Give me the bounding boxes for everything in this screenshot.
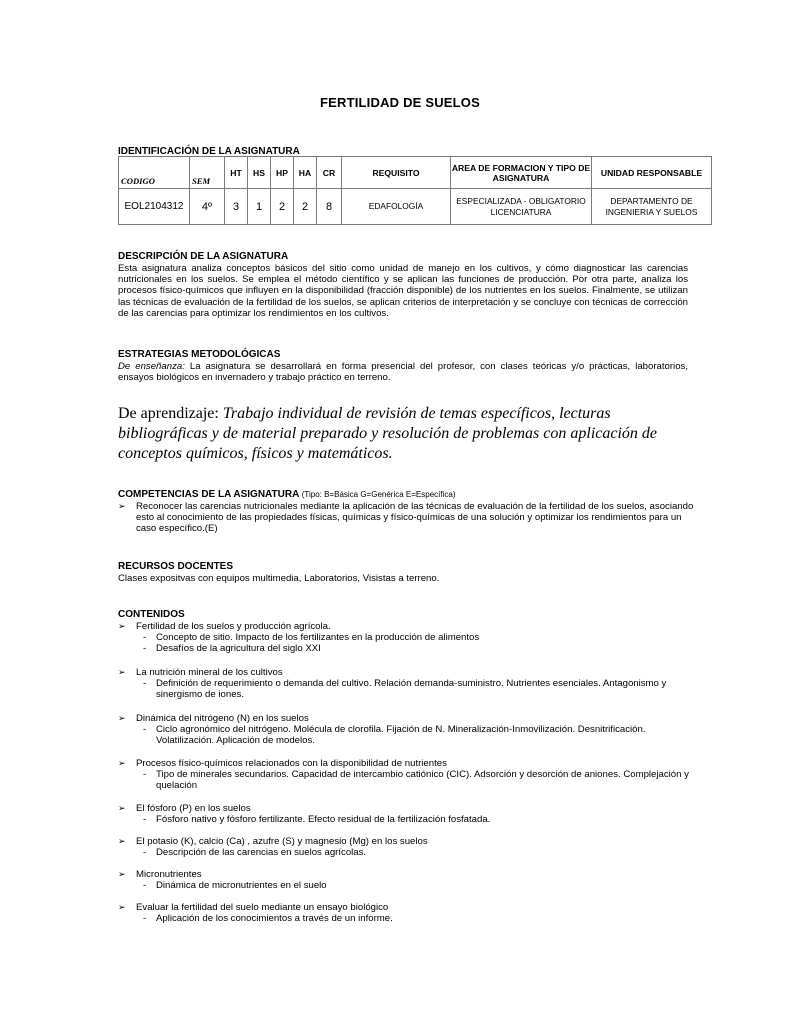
cell-cr: 8 (317, 189, 342, 225)
cell-hs: 1 (248, 189, 271, 225)
header-cr: CR (317, 157, 342, 189)
sub-item (118, 880, 698, 891)
dash-bullet-icon: - (143, 880, 147, 892)
sub-item (118, 814, 698, 825)
list-item (118, 803, 698, 814)
list-item (118, 902, 698, 913)
arrow-bullet-icon: ➢ (118, 621, 126, 631)
header-codigo: CODIGO (119, 157, 190, 189)
cell-sem: 4º (190, 189, 225, 225)
competencias-note: (Tipo: B=Básica G=Genérica E=Específica) (301, 490, 456, 499)
contenidos-item-5 (118, 803, 698, 825)
list-item (118, 713, 698, 724)
list-item (118, 501, 698, 535)
list-item (118, 758, 698, 769)
sub-item-text: Descripción de las carencias en suelos agrícolas. (156, 847, 367, 859)
cell-ha: 2 (294, 189, 317, 225)
aprendizaje-text: Trabajo individual de revisión de temas específicos, lecturas bibliográficas y de material preparado y resolución de problemas con aplicación de conceptos químicos, físicos y matemáticos. (118, 405, 658, 462)
identification-table (118, 156, 712, 225)
arrow-bullet-icon: ➢ (118, 667, 126, 677)
competencia-text: Reconocer las carencias nutricionales mediante la aplicación de las técnicas de evaluación de la fertilidad de los suelos, asociando esto al conocimiento de las propiedades físicas, químicas y físico-químicas de una solución y optimizar los rendimientos para un caso específico.(E) (136, 501, 694, 535)
item-title: Procesos físico-químicos relacionados con la disponibilidad de nutrientes (136, 758, 447, 769)
item-title: Dinámica del nitrógeno (N) en los suelos (136, 713, 309, 724)
header-ht: HT (225, 157, 248, 189)
arrow-bullet-icon: ➢ (118, 758, 126, 768)
dash-bullet-icon: - (143, 678, 147, 690)
table-header-row (119, 157, 712, 189)
list-item (118, 667, 698, 678)
contenidos-item-6 (118, 836, 698, 858)
contenidos-item-3 (118, 713, 698, 747)
header-ha: HA (294, 157, 317, 189)
sub-item-text: Fósforo nativo y fósforo fertilizante. Efecto residual de la fertilización fosfatada. (156, 814, 491, 826)
recursos-heading: RECURSOS DOCENTES (118, 561, 234, 572)
sub-item-text: Desafíos de la agricultura del siglo XXI (156, 643, 321, 655)
dash-bullet-icon: - (143, 769, 147, 781)
header-hp: HP (271, 157, 294, 189)
header-sem: SEM (190, 157, 225, 189)
ensenanza-text: La asignatura se desarrollará en forma presencial del profesor, con clases teóricas y/o prácticas, laboratorios, ensayos biológicos en invernadero y trabajo práctico en terreno. (118, 361, 688, 384)
dash-bullet-icon: - (143, 913, 147, 925)
competencias-list (118, 501, 698, 535)
sub-item-text: Dinámica de micronutrientes en el suelo (156, 880, 327, 892)
header-requisito: REQUISITO (342, 157, 451, 189)
table-row (119, 189, 712, 225)
item-title: El potasio (K), calcio (Ca) , azufre (S) y magnesio (Mg) en los suelos (136, 836, 428, 847)
descripcion-heading: DESCRIPCIÓN DE LA ASIGNATURA (118, 251, 289, 262)
contenidos-item-7 (118, 869, 698, 891)
cell-requisito: EDAFOLOGÍA (342, 189, 451, 225)
dash-bullet-icon: - (143, 724, 147, 736)
sub-item-text: Definición de requerimiento o demanda del cultivo. Relación demanda-suministro. Nutrientes esenciales. Antagonismo y sinergismo de iones. (156, 678, 667, 701)
arrow-bullet-icon: ➢ (118, 501, 126, 511)
item-title: Micronutrientes (136, 869, 202, 880)
dash-bullet-icon: - (143, 643, 147, 655)
sub-item-text: Concepto de sitio. Impacto de los fertilizantes en la producción de alimentos (156, 632, 480, 644)
item-title: La nutrición mineral de los cultivos (136, 667, 283, 678)
sub-item (118, 847, 698, 858)
sub-item (118, 643, 698, 654)
contenidos-heading: CONTENIDOS (118, 609, 185, 620)
header-area: AREA DE FORMACION Y TIPO DE ASIGNATURA (451, 157, 592, 189)
estrategias-heading: ESTRATEGIAS METODOLÓGICAS (118, 349, 281, 360)
list-item (118, 621, 698, 632)
dash-bullet-icon: - (143, 814, 147, 826)
recursos-text: Clases expositvas con equipos multimedia, Laboratorios, Visistas a terreno. (118, 573, 440, 584)
sub-item (118, 724, 698, 746)
descripcion-text: Esta asignatura analiza conceptos básicos del sitio como unidad de manejo en los cultivos, y cómo diagnosticar las carencias nutricionales en los suelos. Se emplea el método científico y se aplican las funciones de producción. Por otra parte, analiza los procesos físico-químicos que influyen en la disponibilidad (fracción disponible) de los nutrientes en los suelos. Finalmente, se utilizan las técnicas de evaluación de la fertilidad de los suelos, se aplican criterios de interpretación y se concluye con técnicas de corrección de las carencias para optimizar los rendimientos en los cultivos. (118, 263, 688, 319)
aprendizaje-paragraph (118, 404, 698, 464)
sub-item-text: Ciclo agronómico del nitrógeno. Molécula de clorofila. Fijación de N. Mineralización-Inmovilización. Desnitrificación. Volatilización. Aplicación de modelos. (156, 724, 646, 747)
sub-item-text: Tipo de minerales secundarios. Capacidad de intercambio catiónico (CIC). Adsorción y desorción de aniones. Complejación y quelación (156, 769, 689, 792)
sub-item-text: Aplicación de los conocimientos a través de un informe. (156, 913, 393, 925)
page-title: FERTILIDAD DE SUELOS (319, 95, 480, 110)
list-item (118, 869, 698, 880)
ensenanza-paragraph (118, 361, 688, 383)
cell-area: ESPECIALIZADA - OBLIGATORIO LICENCIATURA (451, 189, 592, 225)
cell-ht: 3 (225, 189, 248, 225)
item-title: Fertilidad de los suelos y producción agrícola. (136, 621, 331, 632)
arrow-bullet-icon: ➢ (118, 836, 126, 846)
identificacion-heading: IDENTIFICACIÓN DE LA ASIGNATURA (118, 146, 300, 157)
ensenanza-label: De enseñanza: (118, 361, 185, 372)
sub-item (118, 913, 698, 924)
dash-bullet-icon: - (143, 847, 147, 859)
arrow-bullet-icon: ➢ (118, 803, 126, 813)
item-title: El fósforo (P) en los suelos (136, 803, 251, 814)
sub-item (118, 678, 698, 700)
cell-unidad: DEPARTAMENTO DE INGENIERIA Y SUELOS (592, 189, 712, 225)
cell-hp: 2 (271, 189, 294, 225)
contenidos-item-8 (118, 902, 698, 924)
competencias-heading-line (118, 489, 456, 500)
arrow-bullet-icon: ➢ (118, 902, 126, 912)
arrow-bullet-icon: ➢ (118, 713, 126, 723)
header-hs: HS (248, 157, 271, 189)
dash-bullet-icon: - (143, 632, 147, 644)
sub-item (118, 769, 698, 791)
list-item (118, 836, 698, 847)
contenidos-item-4 (118, 758, 698, 792)
header-unidad: UNIDAD RESPONSABLE (592, 157, 712, 189)
sub-item (118, 632, 698, 643)
cell-codigo: EOL2104312 (119, 189, 190, 225)
arrow-bullet-icon: ➢ (118, 869, 126, 879)
item-title: Evaluar la fertilidad del suelo mediante un ensayo biológico (136, 902, 389, 913)
contenidos-item-1 (118, 621, 698, 655)
contenidos-item-2 (118, 667, 698, 701)
competencias-heading: COMPETENCIAS DE LA ASIGNATURA (118, 489, 299, 500)
aprendizaje-label: De aprendizaje: (118, 405, 219, 422)
